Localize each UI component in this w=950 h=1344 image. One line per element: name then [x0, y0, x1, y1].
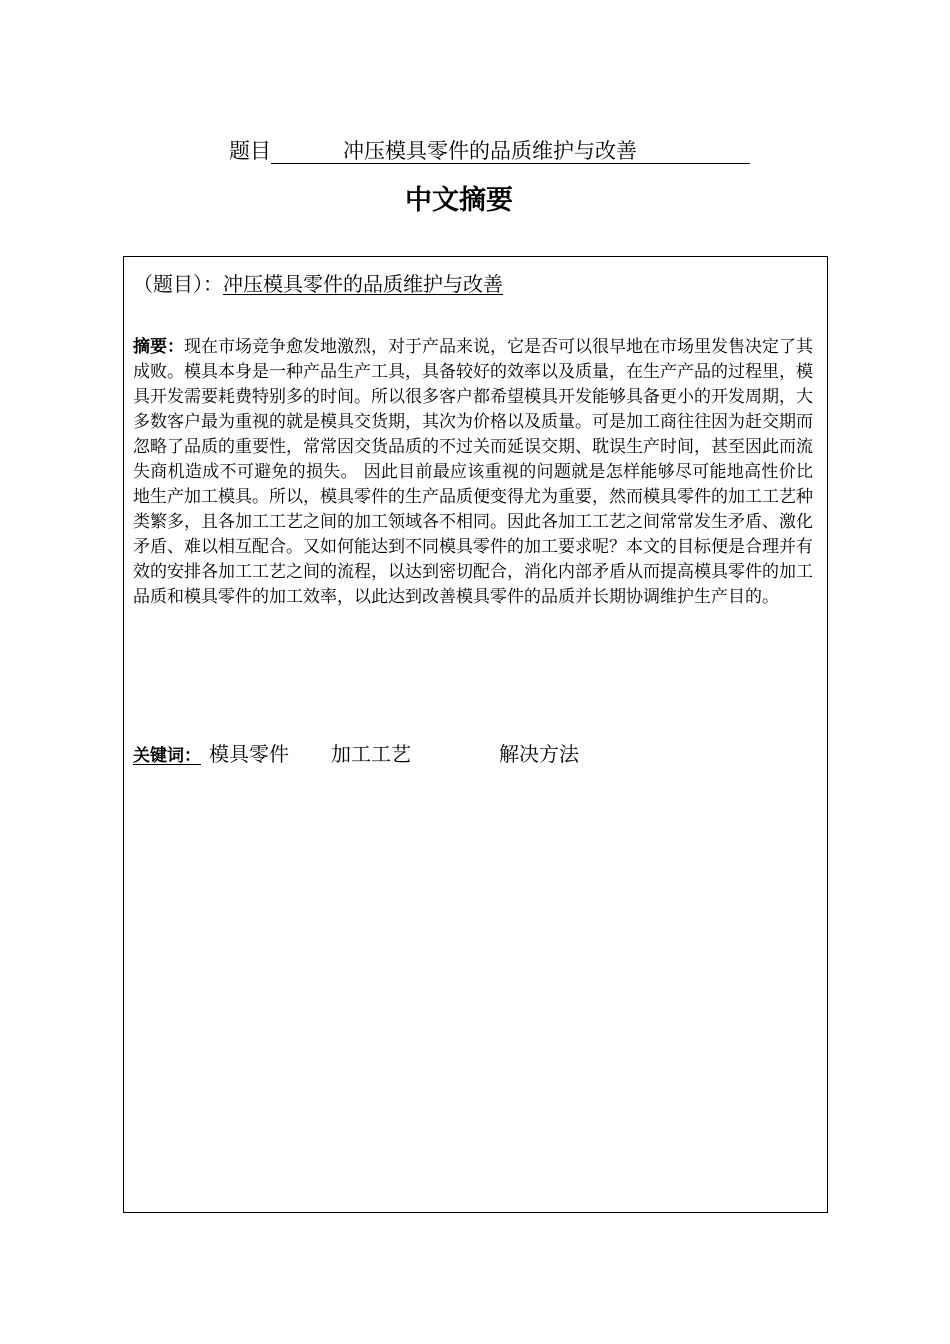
- keywords-label: 关键词：: [133, 746, 201, 766]
- abstract-body: 现在市场竞争愈发地激烈，对于产品来说，它是否可以很早地在市场里发售决定了其成败。模具本身是一种产品生产工具，具备较好的效率以及质量，在生产产品的过程里，模具开发需要耗费特别多的时间。所以很多客户都希望模具开发能够具备更小的开发周期，大多数客户最为重视的就是模具交货期，其次为价格以及质量。可是加工商往往因为赶交期而忽略了品质的重要性，常常因交货品质的不过关而延误交期、耽误生产时间，甚至因此而流失商机造成不可避免的损失。 因此目前最应该重视的问题就是怎样能够尽可能地高性价比地生产加工模具。所以，模具零件的生产品质便变得尤为重要，然而模具零件的加工工艺种类繁多，且各加工工艺之间的加工领域各不相同。因此各加工工艺之间常常发生矛盾、激化矛盾、难以相互配合。又如何能达到不同模具零件的加工要求呢？本文的目标便是合理并有效的安排各加工工艺之间的流程，以达到密切配合，消化内部矛盾从而提高模具零件的加工品质和模具零件的加工效率，以此达到改善模具零件的品质并长期协调维护生产目的。: [133, 337, 813, 607]
- title-value: 冲压模具零件的品质维护与改善: [271, 136, 750, 164]
- document-title-line: [229, 136, 750, 166]
- keywords-line: [133, 740, 579, 770]
- box-title-line: [133, 270, 503, 298]
- keyword-item: 解决方法: [499, 742, 579, 766]
- keyword-item: 加工工艺: [331, 742, 411, 766]
- section-heading: 中文摘要: [405, 185, 513, 216]
- keyword-item: 模具零件: [209, 742, 289, 766]
- abstract-label: 摘要：: [133, 337, 184, 357]
- box-title-value: 冲压模具零件的品质维护与改善: [223, 272, 503, 296]
- title-label: 题目: [229, 139, 271, 163]
- box-title-label: （题目）：: [133, 272, 223, 296]
- abstract-paragraph: [133, 335, 813, 610]
